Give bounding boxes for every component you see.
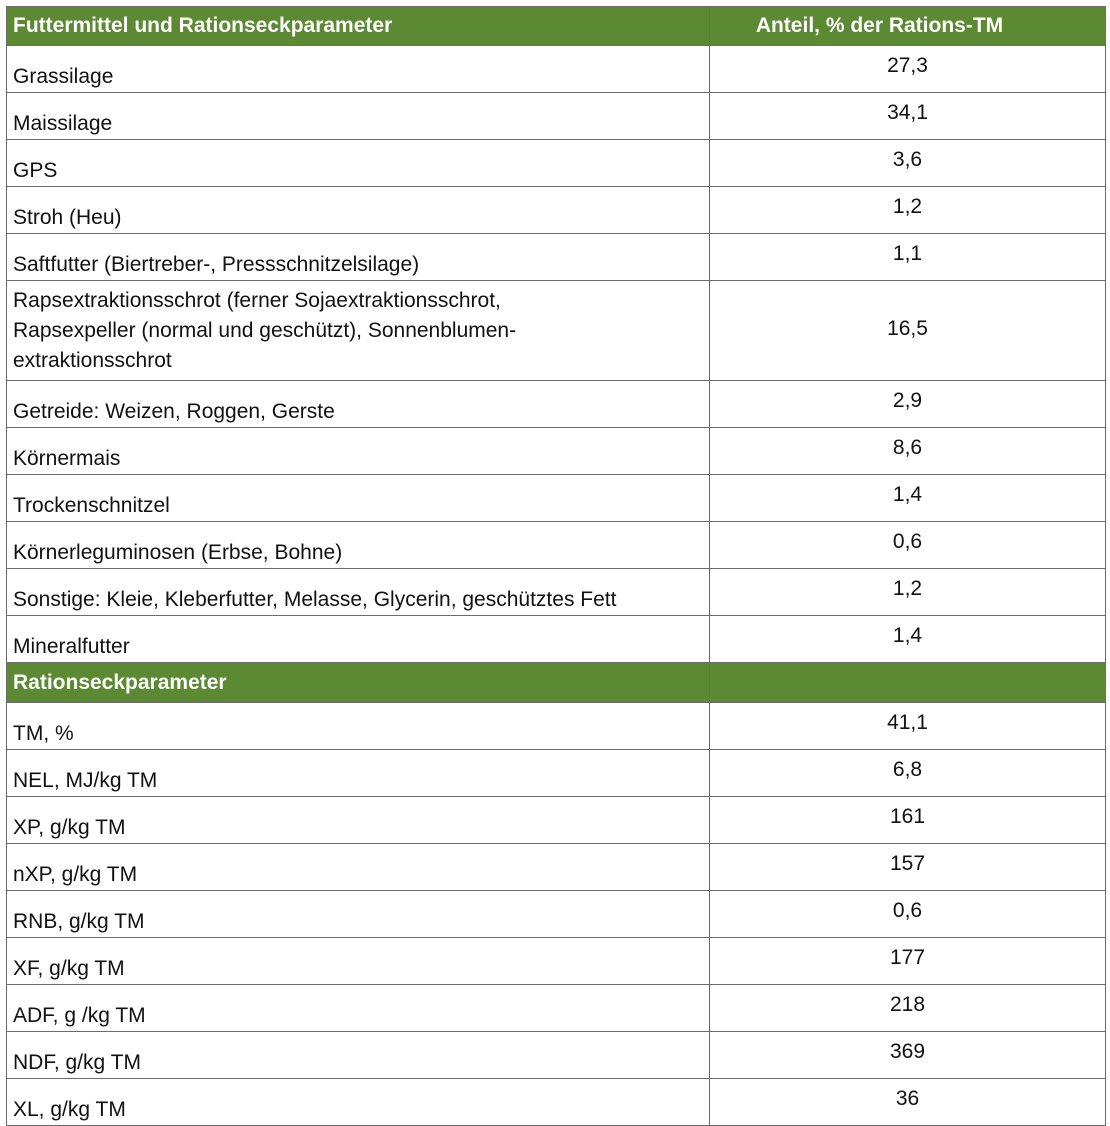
param-value: 6,8	[710, 750, 1106, 797]
param-value: 157	[710, 844, 1106, 891]
feed-label: Getreide: Weizen, Roggen, Gerste	[7, 381, 710, 428]
feed-label: Sonstige: Kleie, Kleberfutter, Melasse, Glycerin, geschütztes Fett	[7, 569, 710, 616]
param-label: XP, g/kg TM	[7, 797, 710, 844]
feed-value: 27,3	[710, 46, 1106, 93]
feed-label: Körnermais	[7, 428, 710, 475]
param-label: TM, %	[7, 703, 710, 750]
table-row	[7, 281, 1106, 381]
feed-label: Maissilage	[7, 93, 710, 140]
table-row	[7, 522, 1106, 569]
param-value: 161	[710, 797, 1106, 844]
param-label: ADF, g /kg TM	[7, 985, 710, 1032]
feed-value: 3,6	[710, 140, 1106, 187]
feed-label: Grassilage	[7, 46, 710, 93]
table-row	[7, 703, 1106, 750]
table-row	[7, 46, 1106, 93]
feed-value: 34,1	[710, 93, 1106, 140]
param-value: 36	[710, 1079, 1106, 1126]
feed-value: 2,9	[710, 381, 1106, 428]
feed-value: 16,5	[710, 281, 1106, 381]
section-header-parameters: Rationseckparameter	[7, 663, 710, 703]
table-row	[7, 891, 1106, 938]
table-row	[7, 140, 1106, 187]
feed-label: Mineralfutter	[7, 616, 710, 663]
feed-value: 8,6	[710, 428, 1106, 475]
table-row	[7, 844, 1106, 891]
table-row	[7, 187, 1106, 234]
feed-value: 1,2	[710, 187, 1106, 234]
param-label: NEL, MJ/kg TM	[7, 750, 710, 797]
table-row	[7, 381, 1106, 428]
table-row	[7, 985, 1106, 1032]
feed-label: Saftfutter (Biertreber-, Pressschnitzelsilage)	[7, 234, 710, 281]
header-share-column	[710, 7, 1106, 46]
section-header-empty	[710, 663, 1106, 703]
table-row	[7, 93, 1106, 140]
feed-value: 1,4	[710, 475, 1106, 522]
feed-label: Stroh (Heu)	[7, 187, 710, 234]
feed-label: Trockenschnitzel	[7, 475, 710, 522]
param-value: 41,1	[710, 703, 1106, 750]
table-row	[7, 616, 1106, 663]
param-label: RNB, g/kg TM	[7, 891, 710, 938]
feed-label: GPS	[7, 140, 710, 187]
table-row	[7, 797, 1106, 844]
param-value: 369	[710, 1032, 1106, 1079]
table-row	[7, 475, 1106, 522]
param-value: 0,6	[710, 891, 1106, 938]
param-label: nXP, g/kg TM	[7, 844, 710, 891]
feed-label: Körnerleguminosen (Erbse, Bohne)	[7, 522, 710, 569]
ration-table	[6, 6, 1106, 1126]
table-row	[7, 1079, 1106, 1126]
feed-value: 1,2	[710, 569, 1106, 616]
header-feed-column: Futtermittel und Rationseckparameter	[7, 7, 710, 46]
header-share-label: Anteil, % der Rations-TM	[755, 14, 1004, 37]
table-row	[7, 428, 1106, 475]
feed-value: 0,6	[710, 522, 1106, 569]
feed-label: Rapsextraktionsschrot (ferner Sojaextraktionsschrot, Rapsexpeller (normal und geschützt), Sonnenblumen- extraktionsschrot	[7, 281, 710, 381]
param-value: 177	[710, 938, 1106, 985]
table-row	[7, 1032, 1106, 1079]
table-row	[7, 938, 1106, 985]
section-header-row	[7, 663, 1106, 703]
table-row	[7, 234, 1106, 281]
table-row	[7, 569, 1106, 616]
param-value: 218	[710, 985, 1106, 1032]
table-header-row	[7, 7, 1106, 46]
table-row	[7, 750, 1106, 797]
param-label: XF, g/kg TM	[7, 938, 710, 985]
feed-value: 1,1	[710, 234, 1106, 281]
feed-value: 1,4	[710, 616, 1106, 663]
param-label: XL, g/kg TM	[7, 1079, 710, 1126]
param-label: NDF, g/kg TM	[7, 1032, 710, 1079]
